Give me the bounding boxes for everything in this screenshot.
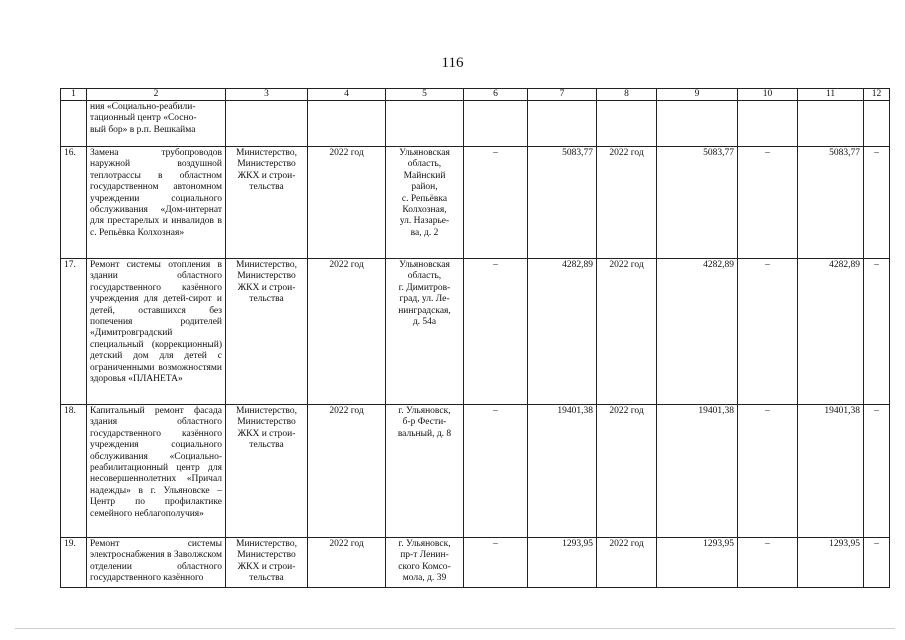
cell-col10 xyxy=(738,101,798,147)
cell-col12 xyxy=(864,101,890,147)
cell-col7: 1293,95 xyxy=(528,538,597,588)
cell-col10: – xyxy=(738,147,798,259)
row-number: 18. xyxy=(61,405,87,538)
cell-col7: 4282,89 xyxy=(528,259,597,405)
cell-col9: 4282,89 xyxy=(657,259,738,405)
responsible-ministry: Министерство, Министерство ЖКХ и строи- тельства xyxy=(226,405,308,538)
cell-col12: – xyxy=(864,405,890,538)
cell-col8 xyxy=(597,101,657,147)
cell-col12: – xyxy=(864,147,890,259)
row-number: 19. xyxy=(61,538,87,588)
column-header: 7 xyxy=(528,89,597,101)
address xyxy=(386,101,464,147)
table-row xyxy=(61,405,890,538)
project-name: Ремонт системы электроснабжения в Заволжском отделении областного государственного казённого xyxy=(87,538,226,588)
row-number: 16. xyxy=(61,147,87,259)
cell-col11: 19401,38 xyxy=(798,405,864,538)
cell-col8: 2022 год xyxy=(597,405,657,538)
responsible-ministry: Министерство, Министерство ЖКХ и строи- тельства xyxy=(226,259,308,405)
cell-col11: 1293,95 xyxy=(798,538,864,588)
column-header: 8 xyxy=(597,89,657,101)
row-number: 17. xyxy=(61,259,87,405)
cell-col8: 2022 год xyxy=(597,147,657,259)
column-header: 9 xyxy=(657,89,738,101)
table-row xyxy=(61,147,890,259)
cell-col8: 2022 год xyxy=(597,538,657,588)
cell-col8: 2022 год xyxy=(597,259,657,405)
cell-col6: – xyxy=(464,259,528,405)
cell-col7: 19401,38 xyxy=(528,405,597,538)
responsible-ministry xyxy=(226,101,308,147)
project-name: ния «Социально-реабили- тационный центр «Сосно- вый бор» в р.п. Вешкайма xyxy=(87,101,226,147)
cell-col6: – xyxy=(464,405,528,538)
cell-col10: – xyxy=(738,538,798,588)
cell-col10: – xyxy=(738,405,798,538)
responsible-ministry: Министерство, Министерство ЖКХ и строи- тельства xyxy=(226,147,308,259)
column-header: 4 xyxy=(308,89,386,101)
page-number: 116 xyxy=(441,55,464,71)
cell-col11: 4282,89 xyxy=(798,259,864,405)
column-header: 6 xyxy=(464,89,528,101)
project-name: Замена трубопроводов наружной воздушной теплотрассы в областном государственном автономном учреждении социального обслуживания «Дом-интернат для престарелых и инвалидов в с. Репьёвка Колхозная» xyxy=(87,147,226,259)
address: Ульяновская область, Майнский район, с. Репьёвка Колхозная, ул. Назарье- ва, д. 2 xyxy=(386,147,464,259)
cell-col7: 5083,77 xyxy=(528,147,597,259)
column-header: 3 xyxy=(226,89,308,101)
year xyxy=(308,101,386,147)
header-row xyxy=(61,89,890,101)
cell-col12: – xyxy=(864,259,890,405)
budget-table xyxy=(60,88,890,588)
year: 2022 год xyxy=(308,259,386,405)
year: 2022 год xyxy=(308,147,386,259)
table-row xyxy=(61,101,890,147)
year: 2022 год xyxy=(308,538,386,588)
column-header: 11 xyxy=(798,89,864,101)
table-row xyxy=(61,259,890,405)
address: г. Ульяновск, пр-т Ленин- ского Комсо- мола, д. 39 xyxy=(386,538,464,588)
cell-col9: 19401,38 xyxy=(657,405,738,538)
year: 2022 год xyxy=(308,405,386,538)
row-number xyxy=(61,101,87,147)
table-row xyxy=(61,538,890,588)
project-name: Капитальный ремонт фасада здания областного государственного казённого учреждения социального обслуживания «Социально-реабилитационный центр для несовершеннолетних «Причал надежды» в г. Ульяновске – Центр по профилактике семейного неблагополучия» xyxy=(87,405,226,538)
column-header: 2 xyxy=(87,89,226,101)
cell-col11 xyxy=(798,101,864,147)
column-header: 1 xyxy=(61,89,87,101)
cell-col9: 1293,95 xyxy=(657,538,738,588)
cell-col7 xyxy=(528,101,597,147)
cell-col6 xyxy=(464,101,528,147)
cell-col6: – xyxy=(464,147,528,259)
column-header: 5 xyxy=(386,89,464,101)
cell-col12: – xyxy=(864,538,890,588)
cell-col10: – xyxy=(738,259,798,405)
column-header: 10 xyxy=(738,89,798,101)
address: Ульяновская область, г. Димитров- град, ул. Ле- нинградская, д. 54а xyxy=(386,259,464,405)
column-header: 12 xyxy=(864,89,890,101)
cell-col11: 5083,77 xyxy=(798,147,864,259)
cell-col9: 5083,77 xyxy=(657,147,738,259)
scan-artifact-line xyxy=(15,628,895,629)
project-name: Ремонт системы отопления в здании областного государственного казённого учреждения для детей-сирот и детей, оставшихся без попечения родителей «Димитровградский специальный (коррекционный) детский дом для детей с ограниченными возможностями здоровья «ПЛАНЕТА» xyxy=(87,259,226,405)
address: г. Ульяновск, б-р Фести- вальный, д. 8 xyxy=(386,405,464,538)
cell-col6: – xyxy=(464,538,528,588)
responsible-ministry: Министерство, Министерство ЖКХ и строи- тельства xyxy=(226,538,308,588)
cell-col9 xyxy=(657,101,738,147)
